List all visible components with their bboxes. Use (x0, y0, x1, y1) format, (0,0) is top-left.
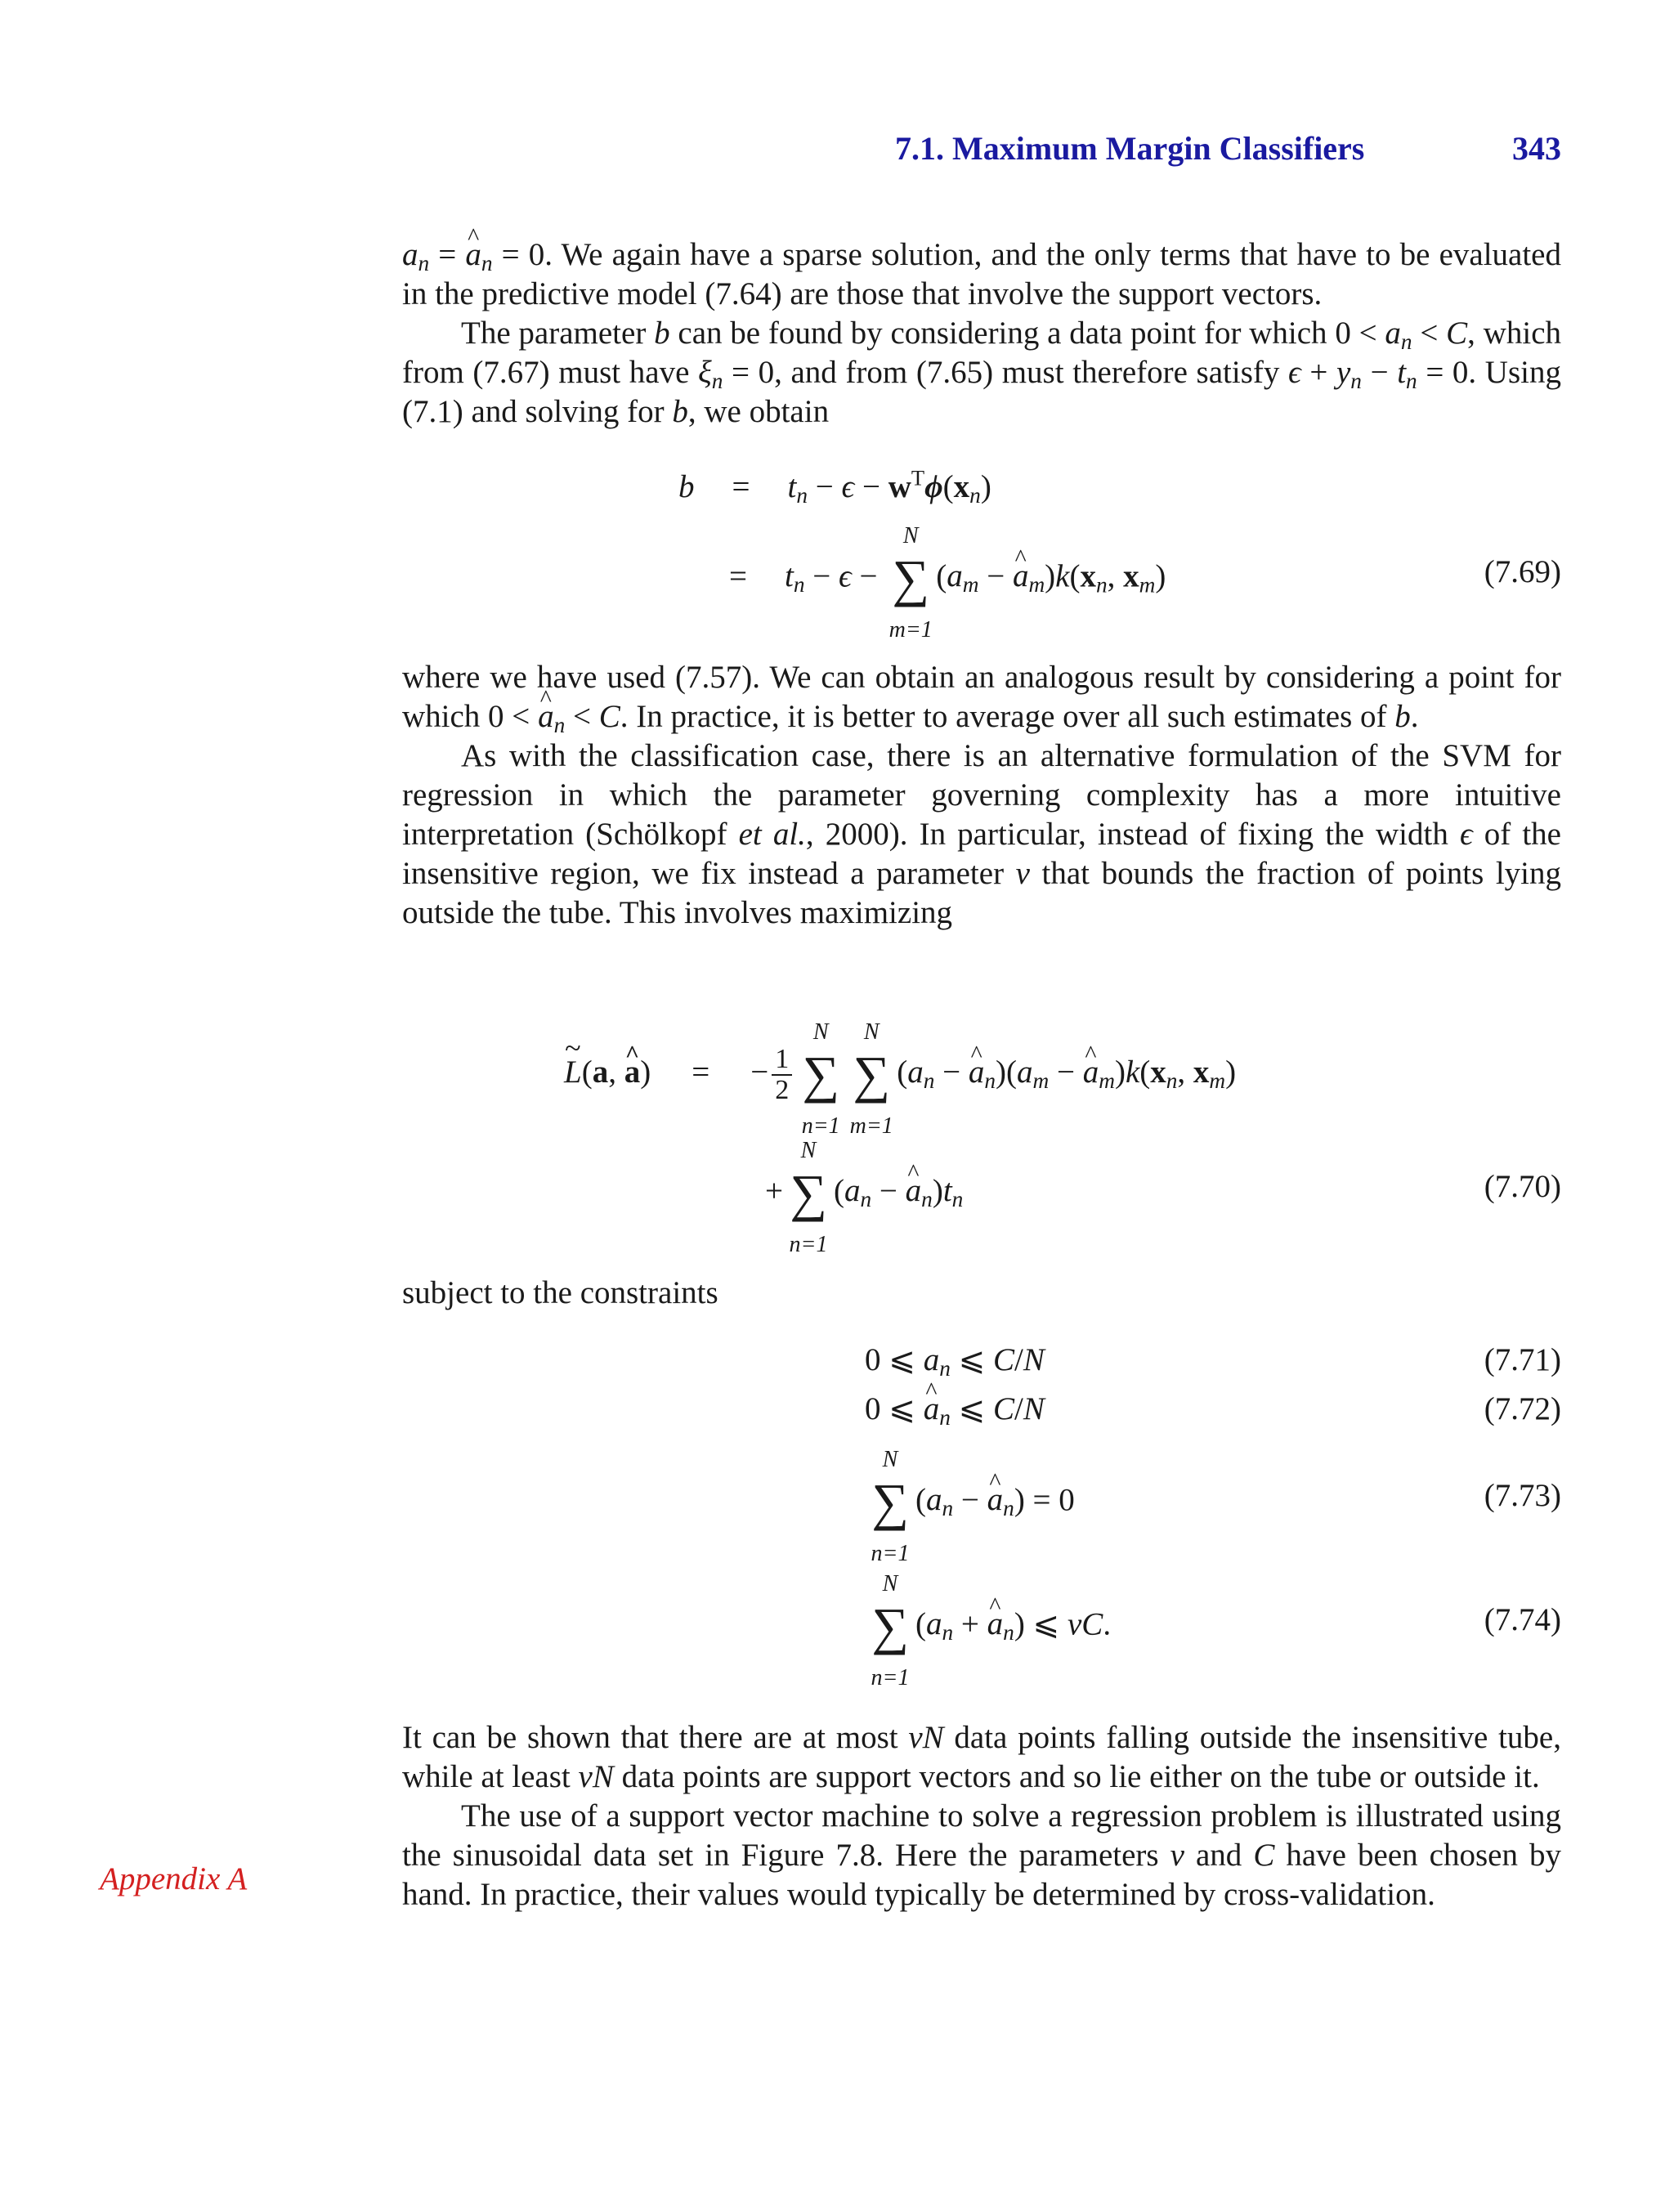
p4-text-5: that bounds the fraction of points lying outside the tube. This involves maximizing (402, 856, 1561, 930)
summation-icon: N ∑ m=1 (888, 523, 933, 643)
p6-text-2: and (1184, 1838, 1254, 1873)
p6-text-1: The use of a support vector machine to solve a regression problem is illustrated using the sinusoidal data set in Figure 7.8. Here the parameters (402, 1798, 1561, 1873)
paragraph-1-text: = 0. We again have a sparse solution, and the only terms that have to be evaluated in the predictive model (7.64) are those that involve the support vectors. (402, 237, 1561, 311)
eq-number-7-71: (7.71) (1484, 1342, 1561, 1377)
p4-text-4: of the insensitive region, we fix instead a parameter (402, 817, 1561, 891)
eq-number-7-74: (7.74) (1484, 1602, 1561, 1637)
eq-7-69-line-2: = $t_n - \epsilon$ − N ∑ m=1 ($a_m$ − ^ $a_m)k(x_n$, $x_m$) (729, 553, 1166, 606)
paragraph-1: $a_n$ = ^ $a_n = 0$. We again have a sparse solution, and the only terms that have to be evaluated in the predictive model (7.64) are those that involve the support vectors. (402, 235, 1561, 314)
eq-number-7-70: (7.70) (1484, 1169, 1561, 1204)
p4-text-3: , 2000). In particular, instead of fixing the width (805, 817, 1460, 852)
eq-7-74: N ∑ n=1 ($a_n$ + ^ $a_n$) ⩽ νC. (865, 1601, 1111, 1654)
p4-text-1: As with the classification case, there is an alternative formulation of the SVM for regression in which the parameter governing complexity has a more intuitive interpretation (Schölkopf (402, 738, 1561, 852)
paragraph-4: As with the classification case, there is an alternative formulation of the SVM for regression in which the parameter governing complexity has a more intuitive interpretation (Schölkopf et al., 2000). In particular, instead of fixing the width ϵ of the insensitive region, we fix instead a parameter ν that bounds the fraction of points lying outside the tube. This involves maximizing (402, 738, 1561, 930)
running-header (817, 129, 1561, 178)
constraints-intro (402, 1274, 1561, 1313)
p2-text-4: , which from (7.67) must have (402, 316, 1562, 390)
paragraph-3: where we have used (7.57). We can obtain an analogous result by considering a point for which 0 < ^ $a_n < C$. In practice, it is better to average over all such estimates of b. (402, 658, 1561, 737)
eq-7-69-line-1: $b = t_n - \epsilon - w^T\phi(x_n)$ (678, 465, 991, 508)
constraints-intro-text: subject to the constraints (402, 1275, 718, 1310)
eq-7-70-line-2: + N ∑ n=1 ($a_n$ − ^ $a_n)t_n$ (765, 1167, 963, 1220)
summation-icon: N ∑ m=1 (849, 1019, 893, 1139)
p2-text-2: can be found by considering a data point for which 0 < (669, 316, 1385, 351)
p2-text-5: = 0, and from (7.65) must therefore satisfy (723, 355, 1288, 390)
paragraph-6: The use of a support vector machine to solve a regression problem is illustrated using the sinusoidal data set in Figure 7.8. Here the parameters ν and C have been chosen by hand. In practice, their values would typically be determined by cross-validation. (402, 1798, 1562, 1912)
p2-text-3: < (1412, 316, 1447, 351)
eq-number-7-69: (7.69) (1484, 554, 1561, 589)
p2-text-6: = 0. Using (7.1) and solving for (402, 355, 1561, 429)
paragraph-5: It can be shown that there are at most νN data points falling outside the insensitive tube, while at least νN data points are support vectors and so lie either on the tube or outside it. (402, 1720, 1561, 1794)
paragraph-2: The parameter b can be found by considering a data point for which $0 < a_n < C$, which from (7.67) must have $\xi_n = 0$, and from (7.65) must therefore satisfy $\epsilon + y_n - t_n = 0$. Using (7.1) and solving for b, we obtain (402, 316, 1562, 429)
summation-icon: N ∑ n=1 (871, 1447, 910, 1566)
p3-text-1: where we have used (7.57). We can obtain an analogous result by considering a point for which 0 < (402, 660, 1561, 734)
eq-7-73: N ∑ n=1 ($a_n$ − ^ $a_n) = 0$ (865, 1476, 1075, 1529)
summation-icon: N ∑ n=1 (801, 1019, 840, 1139)
page-number: 343 (1512, 130, 1561, 167)
eq-7-71: 0 ⩽ $a_n$ ⩽ C/N (865, 1342, 1045, 1381)
eq-number-7-72: (7.72) (1484, 1391, 1561, 1426)
intro-paragraphs (402, 235, 1561, 432)
eq-7-70-line-1: ~ L(a, ^ a) = − $\frac{1}{2}$ N ∑ n=1 N ∑ m=1 ($a_n$ − ^ $a_n)(a_m$ − ^ $a_m)k(x_n$, $x_m$) (564, 1045, 1236, 1105)
summation-icon: N ∑ n=1 (871, 1571, 910, 1690)
p4-citation-etal: et al. (738, 817, 806, 852)
fraction-one-half: $\frac{1}{2}$ (772, 1045, 792, 1105)
p6-text-3: have been chosen by hand. In practice, their values would typically be determined by cross-validation. (402, 1838, 1562, 1912)
p3-text-3: . In practice, it is better to average over all such estimates of (620, 699, 1395, 734)
p2-text-1: The parameter (461, 316, 655, 351)
p3-text-2: < (565, 699, 599, 734)
p5-text-2: data points falling outside the insensitive tube, while at least (402, 1720, 1561, 1794)
middle-paragraphs (402, 658, 1561, 933)
p5-text-3: data points are support vectors and so lie either on the tube or outside it. (613, 1759, 1540, 1794)
eq-number-7-73: (7.73) (1484, 1478, 1561, 1513)
summation-icon: N ∑ n=1 (789, 1138, 828, 1257)
p2-text-7: , we obtain (687, 394, 830, 429)
margin-note-appendix-link[interactable]: Appendix A (100, 1861, 248, 1896)
p5-text-1: It can be shown that there are at most (402, 1720, 909, 1755)
section-title: 7.1. Maximum Margin Classifiers (895, 130, 1365, 167)
closing-paragraphs (402, 1718, 1561, 1914)
eq-7-72: 0 ⩽ ^ $a_n$ ⩽ C/N (865, 1390, 1045, 1429)
